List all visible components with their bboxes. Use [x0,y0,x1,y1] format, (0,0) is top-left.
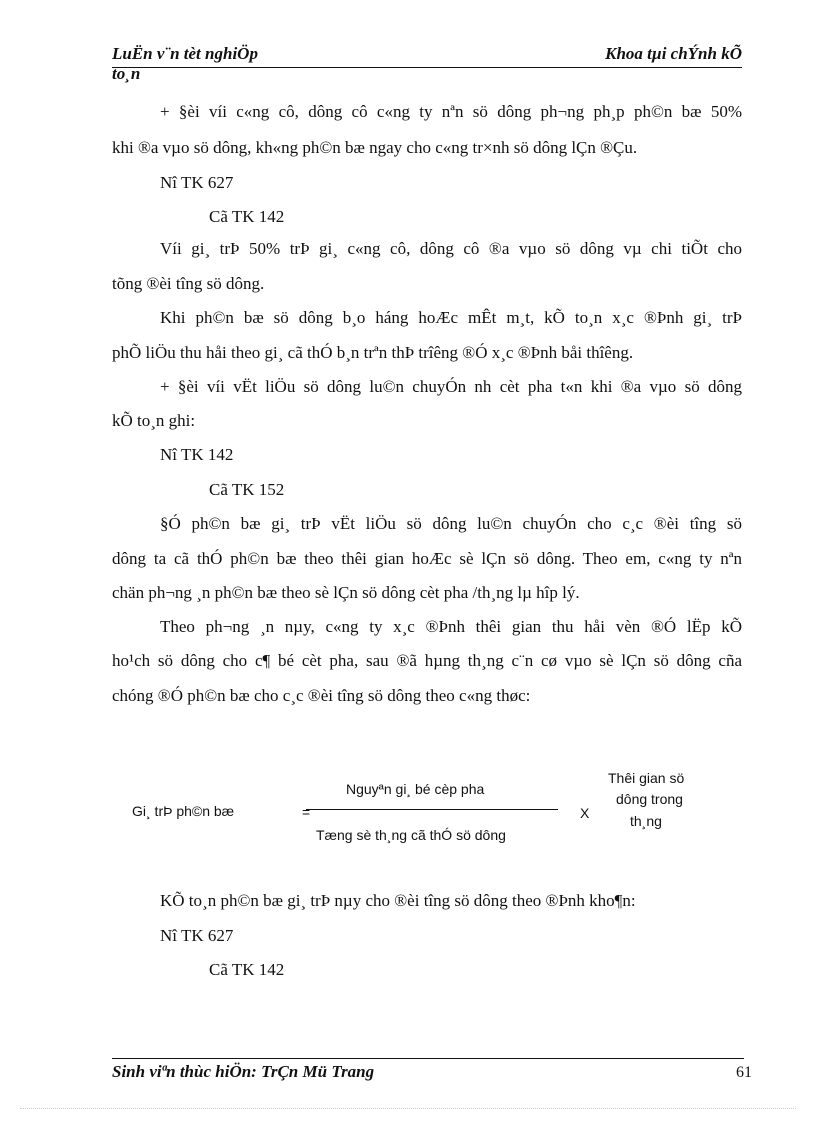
formula-numerator: Nguyªn gi¸ bé cèp pha [346,781,485,797]
formula-rhs: dông trong [616,791,683,807]
footer-divider [112,1058,744,1059]
formula-rhs: th¸ng [630,813,662,829]
paragraph-line: §Ó ph©n bæ gi¸ trÞ vËt liÖu sö dông lu©n chuyÓn cho c¸c ®èi tîng sö [160,514,742,533]
footer-author: Sinh viªn thùc hiÖn: TrÇn Mü Trang [112,1062,375,1081]
paragraph-line: tõng ®èi tîng sö dông. [112,274,265,293]
paragraph-line: dông ta cã thÓ ph©n bæ theo thêi gian hoÆc sè lÇn sö dông. Theo em, c«ng ty nªn [112,549,742,568]
paragraph-line: ho¹ch sö dông cho c¶ bé cèt pha, sau ®ã hµng th¸ng c¨n cø vµo sè lÇn sö dông cña [112,651,742,670]
header-left-title: LuËn v¨n tèt nghiÖp [112,44,258,63]
formula-denominator: Tæng sè th¸ng cã thÓ sö dông [316,827,506,843]
paragraph-line: chóng ®Ó ph©n bæ cho c¸c ®èi tîng sö dông theo c«ng thøc: [112,686,531,705]
paragraph-line: khi ®a vµo sö dông, kh«ng ph©n bæ ngay cho c«ng tr×nh sö dông lÇn ®Çu. [112,138,638,157]
entry-credit: Cã TK 152 [209,480,285,499]
paragraph-line: Khi ph©n bæ sö dông b¸o háng hoÆc mÊt m¸t, kÕ to¸n x¸c ®Þnh gi¸ trÞ [160,308,742,327]
paragraph-line: + §èi víi c«ng cô, dông cô c«ng ty nªn sö dông ph¬ng ph¸p ph©n bæ 50% [160,102,742,121]
entry-debit: Nî TK 627 [160,173,234,192]
paragraph-line: phÕ liÖu thu håi theo gi¸ cã thÓ b¸n trªn thÞ trîêng ®Ó x¸c ®Þnh båi thîêng. [112,343,634,362]
formula-fraction-line [306,809,558,810]
formula-times: X [580,805,590,821]
entry-debit: Nî TK 627 [160,926,234,945]
header-divider [112,67,742,68]
page-number: 61 [736,1064,752,1081]
entry-credit: Cã TK 142 [209,207,285,226]
entry-credit: Cã TK 142 [209,960,285,979]
header-left-title-continued: to¸n [112,64,141,83]
formula-rhs: Thêi gian sö [608,770,685,786]
header-right-title: Khoa tµi chÝnh kÕ [605,44,742,63]
paragraph-line: chän ph¬ng ¸n ph©n bæ theo sè lÇn sö dông cèt pha /th¸ng lµ hîp lý. [112,583,580,602]
paragraph-line: + §èi víi vËt liÖu sö dông lu©n chuyÓn nh cèt pha t«n khi ®a vµo sö dông [160,377,742,396]
page-edge [20,1108,796,1109]
paragraph-line: KÕ to¸n ph©n bæ gi¸ trÞ nµy cho ®èi tîng sö dông theo ®Þnh kho¶n: [160,891,636,910]
entry-debit: Nî TK 142 [160,445,234,464]
paragraph-line: Víi gi¸ trÞ 50% trÞ gi¸ c«ng cô, dông cô ®a vµo sö dông vµ chi tiÕt cho [160,239,742,258]
formula-equals: = [302,804,311,820]
paragraph-line: kÕ to¸n ghi: [112,411,196,430]
formula-lhs: Gi¸ trÞ ph©n bæ [132,803,235,819]
paragraph-line: Theo ph¬ng ¸n nµy, c«ng ty x¸c ®Þnh thêi gian thu håi vèn ®Ó lËp kÕ [160,617,742,636]
